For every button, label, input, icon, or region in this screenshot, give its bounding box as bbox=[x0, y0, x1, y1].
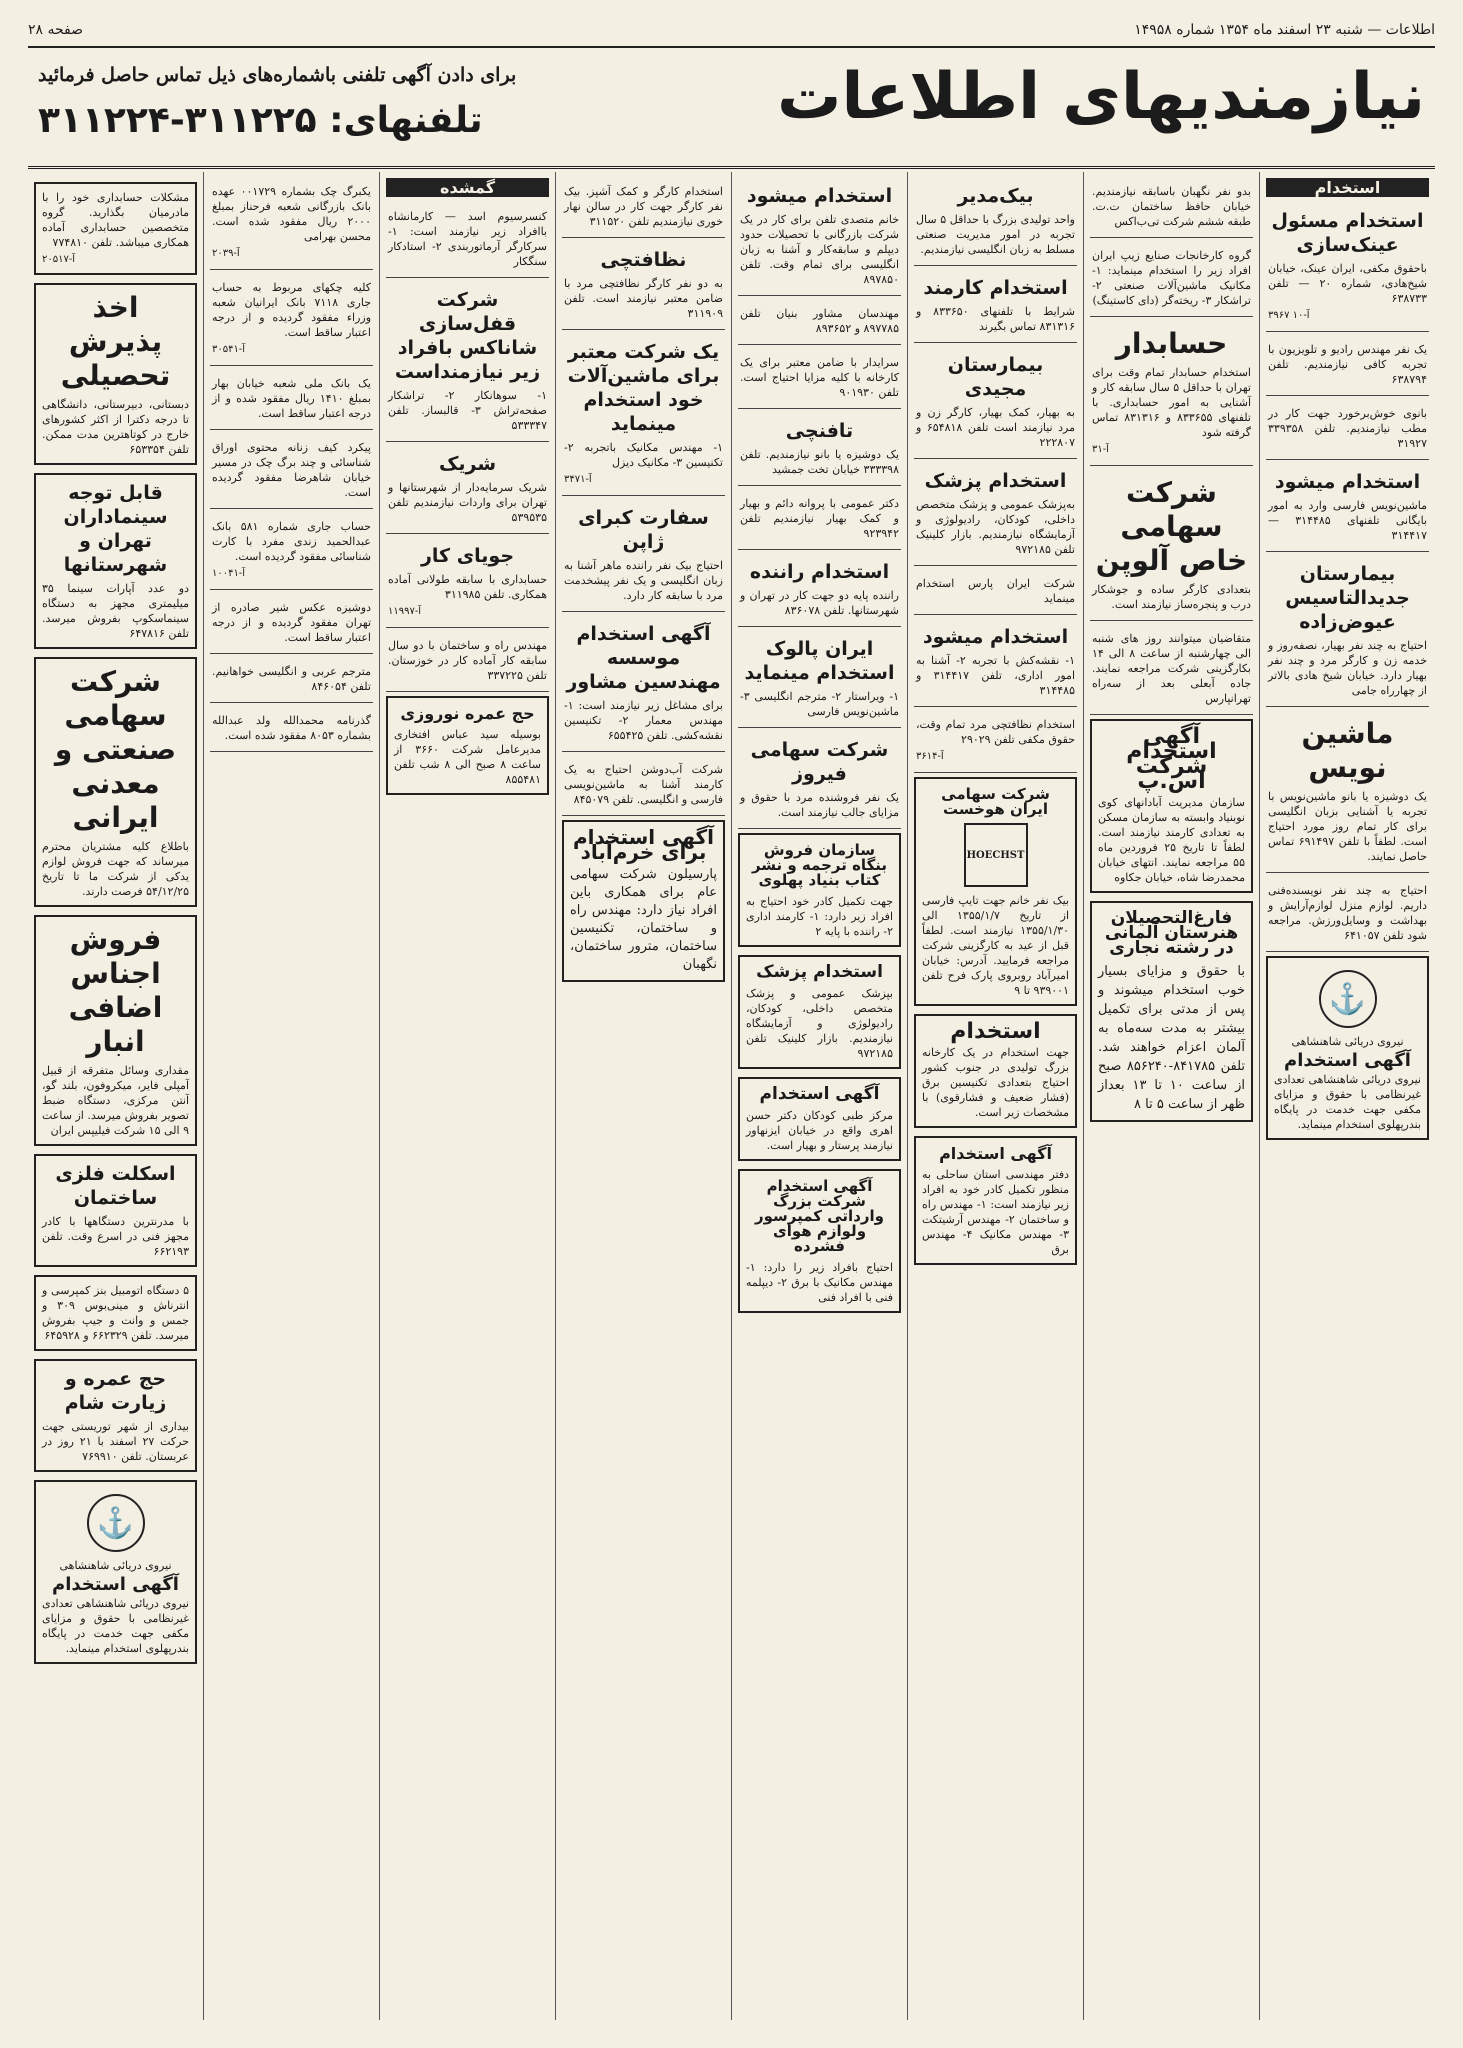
classified-ad bbox=[738, 349, 901, 409]
navy-ad-box-2 bbox=[34, 1480, 197, 1664]
classified-ad bbox=[1266, 203, 1429, 332]
ad-body: ماشین‌نویس فارسی وارد به امور بایگانی تلفنهای ۳۱۴۴۸۵ — ۳۱۴۴۱۷ bbox=[1268, 499, 1427, 542]
classified-ad bbox=[1090, 321, 1253, 466]
navy-ad-body: نیروی دریائی شاهنشاهی تعدادی غیرنظامی با حقوق و مزایای مکفی جهت خدمت در پایگاه بندرپهلوی استخدام مینماید. bbox=[42, 1597, 189, 1655]
masthead bbox=[28, 56, 1435, 169]
ad-title: استخدام میشود bbox=[746, 185, 893, 207]
classified-ad bbox=[210, 594, 373, 654]
classified-ad bbox=[1266, 711, 1429, 873]
classified-ad bbox=[738, 732, 901, 829]
column-3 bbox=[907, 172, 1083, 2020]
classified-ad bbox=[1266, 400, 1429, 460]
navy-ad-body: نیروی دریائی شاهنشاهی تعدادی غیرنظامی با حقوق و مزایای مکفی جهت خدمت در پایگاه بندرپهلوی استخدام مینماید. bbox=[1274, 1073, 1421, 1131]
ad-body: باحقوق مکفی، ایران عینک، خیابان شیخ‌هادی، شماره ۲۰ — تلفن ۶۳۸۷۳۳ bbox=[1268, 262, 1427, 305]
ad-body: واحد تولیدی بزرگ با حداقل ۵ سال تجربه در امور مدیریت صنعتی مسلط به زبان انگلیسی نیازمندیم. bbox=[916, 213, 1075, 256]
german-ad-title: فارغ‌التحصیلان هنرستان آلمانی در رشته نجاری bbox=[1104, 908, 1239, 958]
classified-ad bbox=[738, 490, 901, 550]
ad-body: حسابداری با سابقه طولانی آماده همکاری. تلفن ۳۱۱۹۸۵ bbox=[388, 573, 547, 601]
ad-body: راننده پایه دو جهت کار در تهران و شهرستانها. تلفن ۸۳۶۰۷۸ bbox=[740, 589, 899, 617]
ad-body: پیکرد کیف زنانه محتوی اوراق شناسائی و چند برگ چک در مسیر خیابان شاهرضا مفقود گردیده است. bbox=[212, 441, 371, 499]
khorram-body: پارسیلون شرکت سهامی عام برای همکاری باین افراد نیاز دارد: مهندس راه و ساختمان، تکنیسین ساختمان، مترور ساختمان، نگهبان bbox=[570, 867, 717, 972]
classified-ad bbox=[34, 1154, 197, 1267]
ad-body: مترجم عربی و انگلیسی خواهانیم. تلفن ۸۴۶۰۵۴ bbox=[212, 665, 371, 693]
classified-ad bbox=[210, 274, 373, 366]
ad-body: کلیه چکهای مربوط به حساب جاری ۷۱۱۸ بانک ایرانیان شعبه وزراء مفقود گردیده و از درجه اعتبار ساقط است. bbox=[212, 281, 371, 339]
classified-ad bbox=[738, 554, 901, 627]
ad-title: استخدام میشود bbox=[1274, 471, 1421, 493]
ad-body: باطلاع کلیه مشتریان محترم میرساند که جهت فروش لوازم یدکی از شرکت ما تا تاریخ ۵۴/۱۲/۲۵ فرصت دارند. bbox=[42, 840, 189, 898]
ad-body: یک دوشیزه یا بانو نیازمندیم. تلفن ۳۳۳۳۹۸ خیابان تخت جمشید bbox=[740, 448, 899, 476]
doctor-body: بپزشک عمومی و پزشک متخصص داخلی، کودکان، رادیولوژی و آزمایشگاه نیازمندیم. بازار کلینیک تلفن ۹۷۲۱۸۵ bbox=[746, 987, 893, 1060]
ad-title: سفارت کبرای ژاپن bbox=[578, 507, 709, 553]
ads-grid bbox=[28, 172, 1435, 2020]
classified-ad bbox=[738, 300, 901, 345]
ad-title: یک شرکت معتبر برای ماشین‌آلات خود استخدام مینماید bbox=[567, 341, 720, 435]
navy-ad-box bbox=[1266, 956, 1429, 1140]
ad-body: شرکت آب‌دوشن احتیاج به یک کارمند آشنا به ماشین‌نویسی فارسی و انگلیسی. تلفن ۸۴۵۰۷۹ bbox=[564, 763, 723, 806]
classified-ad bbox=[738, 413, 901, 486]
doctor-title: استخدام پزشک bbox=[756, 962, 883, 982]
ad-code: آ-۳۶۱۴ bbox=[916, 751, 944, 762]
ad-body: یک نفر فروشنده مرد با حقوق و مزایای جالب نیازمند است. bbox=[740, 791, 899, 819]
ad-body: مهندسان مشاور بنیان تلفن ۸۹۷۷۸۵ و ۸۹۳۶۵۲ bbox=[740, 307, 899, 335]
column-2 bbox=[1083, 172, 1259, 2020]
ad-body: حساب جاری شماره ۵۸۱ بانک عبدالحمید زندی مفرد با کارت شناسائی مفقود گردیده است. bbox=[212, 520, 371, 563]
kids-title: آگهی استخدام bbox=[759, 1084, 880, 1104]
ad-body: دبستانی، دبیرستانی، دانشگاهی تا درجه دکترا از اکثر کشورهای خارج در کوتاهترین مدت ممکن. تلفن ۶۵۳۳۵۴ bbox=[42, 398, 189, 456]
ad-body: دکتر عمومی با پروانه دائم و بهیار و کمک بهیار نیازمندیم تلفن ۹۲۳۹۴۲ bbox=[740, 497, 899, 540]
classified-ad bbox=[914, 711, 1077, 773]
classified-ad bbox=[210, 513, 373, 590]
ad-title: شرکت سهامی فیروز bbox=[750, 739, 889, 785]
classified-ad bbox=[34, 1275, 197, 1351]
pahlavi-body: جهت تکمیل کادر خود احتیاج به افراد زیر دارد: ۱- کارمند اداری ۲- راننده با پایه ۲ bbox=[746, 895, 893, 938]
ad-title: شرکت قفل‌سازی شاناکس بافراد زیر نیازمنداست bbox=[394, 289, 541, 383]
ad-code: آ-۲۰۵۱۷ bbox=[42, 254, 76, 265]
ad-body: مهندس راه و ساختمان با دو سال سابقه کار آماده کار در خوزستان. تلفن ۳۳۷۲۲۵ bbox=[388, 639, 547, 682]
hoechst-title: شرکت سهامی ایران هوخست bbox=[941, 785, 1050, 818]
ad-title: حسابدار bbox=[1115, 327, 1228, 360]
khorramabad-ad-box bbox=[562, 820, 725, 982]
classified-ad bbox=[562, 500, 725, 612]
classified-ad bbox=[562, 616, 725, 752]
pahlavi-ad-box bbox=[738, 833, 901, 947]
doctor-ad-box bbox=[738, 955, 901, 1069]
ad-body: ۱- ویراستار ۲- مترجم انگلیسی ۳- ماشین‌نویس فارسی bbox=[740, 690, 899, 718]
german-school-ad-box bbox=[1090, 901, 1253, 1122]
classified-ad bbox=[1090, 625, 1253, 715]
classified-ad bbox=[914, 619, 1077, 707]
classified-ad bbox=[1266, 464, 1429, 552]
ad-title: بیک‌مدیر bbox=[957, 185, 1034, 207]
column-7 bbox=[203, 172, 379, 2020]
ad-body: به‌پزشک عمومی و پزشک متخصص داخلی، کودکان، رادیولوژی و آزمایشگاه نیازمندیم. بازار کلینیک تلفن ۹۷۲۱۸۵ bbox=[916, 498, 1075, 556]
spo-ad-body: سازمان مدیریت آبادانهای کوی نوبنیاد وابسته به سازمان مسکن به تعدادی کارمند نیازمند است. لطفاً تا تاریخ ۲۵ فروردین ماه ۵۵ مراجعه نمایند. انتهای خیابان محمدرضا شاه، خیابان جکاوه bbox=[1098, 796, 1245, 884]
classified-ad bbox=[34, 1359, 197, 1472]
classified-ad bbox=[386, 446, 549, 534]
german-ad-body: با حقوق و مزایای بسیار خوب استخدام میشوند و پس از مدتی برای تکمیل بیشتر به مدت سه‌ماه به آلمان اعزام خواهند شد. تلفن ۸۴۱۷۸۵-۸۵۶۲۴۰ صبح از ساعت ۱۰ تا ۱۳ بعداز ظهر از ساعت ۵ تا ۸ bbox=[1098, 964, 1245, 1112]
ad-code: آ-۳۴۷۱ bbox=[564, 474, 592, 485]
classified-ad bbox=[738, 631, 901, 728]
ad-title: استخدام مسئول عینک‌سازی bbox=[1271, 210, 1424, 256]
engineers-ad-box bbox=[914, 1136, 1077, 1265]
classified-ad bbox=[386, 538, 549, 628]
classified-ad bbox=[562, 756, 725, 816]
classified-ad bbox=[210, 707, 373, 752]
compressor-ad-box bbox=[738, 1169, 901, 1313]
classified-ad bbox=[34, 657, 197, 907]
column-banner: استخدام bbox=[1266, 178, 1429, 197]
ad-body: یک نفر مهندس رادیو و تلویزیون با تجربه کافی نیازمندیم. تلفن ۶۳۸۷۹۴ bbox=[1268, 343, 1427, 386]
ad-body: احتیاج به چند نفر بهیار، نصفه‌روز و خدمه زن و کارگر مرد و چند نفر بهیار دارد. خیابان شیخ هادی بالاتر از چهارراه جامی bbox=[1268, 639, 1427, 697]
ad-body: بتعدادی کارگر ساده و جوشکار درب و پنجره‌ساز نیازمند است. bbox=[1092, 583, 1251, 611]
ad-body: بیداری از شهر توریستی جهت حرکت ۲۷ اسفند با ۲۱ روز در عربستان. تلفن ۷۶۹۹۱۰ bbox=[42, 1420, 189, 1463]
ad-body: ۵ دستگاه اتومبیل بنز کمپرسی و انترناش و مینی‌بوس ۳۰۹ و جمس و وانت و جیپ بفروش میرسد. تلفن ۶۶۲۳۲۹ و ۶۴۵۹۲۸ bbox=[42, 1284, 189, 1342]
classified-ad bbox=[1266, 336, 1429, 396]
classified-ad bbox=[562, 334, 725, 496]
ad-code: آ-۱۱۹۹۷ bbox=[388, 606, 422, 617]
column-8 bbox=[28, 172, 203, 2020]
classified-ad bbox=[34, 182, 197, 275]
column-5 bbox=[555, 172, 731, 2020]
classified-ad bbox=[914, 463, 1077, 566]
classified-ad bbox=[210, 434, 373, 509]
navy-ad-title: آگهی استخدام bbox=[1284, 1050, 1411, 1071]
ad-title: استخدام راننده bbox=[749, 561, 890, 583]
ad-body: احتیاج به چند نفر نویسنده‌فنی داریم. لوازم منزل لوازم‌آرایش و بهداشت و وسایل‌ورزش. مراجعه شود تلفن ۶۴۱۰۵۷ bbox=[1268, 884, 1427, 942]
classified-ad bbox=[386, 203, 549, 278]
ad-code: آ-۳۰۵۴۱ bbox=[212, 344, 246, 355]
ad-body: سرایدار با ضامن معتبر برای یک کارخانه با کلیه مزایا احتیاج است. تلفن ۹۰۱۹۳۰ bbox=[740, 356, 899, 399]
hoechst-logo-icon: HOECHST bbox=[964, 823, 1028, 887]
ad-body: استخدام حسابدار تمام وقت برای تهران با حداقل ۵ سال سابقه کار و آشنایی به امور حسابداری. با تلفنهای ۸۳۳۶۵۵ و ۸۳۱۳۱۶ تماس گرفته شود bbox=[1092, 366, 1251, 439]
ad-body: یک دوشیزه یا بانو ماشین‌نویس با تجربه یا آشنایی بزبان انگلیسی برای کار تمام روز مورد احتیاج است. لطفاً با تلفن ۶۹۱۴۹۷ تماس حاصل نمایند. bbox=[1268, 790, 1427, 863]
estekhdam-body: جهت استخدام در یک کارخانه بزرگ تولیدی در جنوب کشور احتیاج بتعدادی تکنیسین برق (فشار ضعیف و فشارقوی) با مشخصات زیر است. bbox=[922, 1046, 1069, 1119]
navy-emblem-icon: ⚓ bbox=[87, 1494, 145, 1552]
column-6 bbox=[379, 172, 555, 2020]
classified-ad bbox=[914, 178, 1077, 266]
classified-ad bbox=[34, 283, 197, 465]
ad-body: گذرنامه محمدالله ولد عبدالله بشماره ۸۰۵۳ مفقود شده است. bbox=[212, 714, 371, 742]
ad-body: کنسرسیوم اسد — کارمانشاه باافراد زیر نیازمند است: ۱- سرکارگر آرماتوربندی ۲- استادکار سنگکار bbox=[388, 210, 547, 268]
classified-ad bbox=[914, 570, 1077, 615]
ad-title: فروش اجناس اضافی انبار bbox=[68, 923, 163, 1058]
classified-ad bbox=[562, 178, 725, 238]
page-header-line bbox=[28, 22, 1435, 48]
classified-ad bbox=[210, 370, 373, 430]
ad-body: متقاضیان میتوانند روز های شنبه الی چهارشنبه از ساعت ۸ الی ۱۴ بکارگزینی شرکت مراجعه نمایند. جاده آبعلی بعد از سه‌راه تهرانپارس bbox=[1092, 632, 1251, 705]
ad-title: قابل توجه سینماداران تهران و شهرستانها bbox=[63, 482, 168, 576]
compressor-title: آگهی استخدام شرکت بزرگ وارداتی کمپرسور ولوازم هوای فشرده bbox=[755, 1177, 884, 1255]
ad-body: به بهیار، کمک بهیار، کارگر زن و مرد نیازمند است تلفن ۶۵۴۸۱۸ و ۲۲۲۸۰۷ bbox=[916, 406, 1076, 449]
ad-title: بیمارستان جدیدالتاسیس عیوض‌زاده bbox=[1285, 563, 1410, 633]
call-note: برای دادن آگهی تلفنی باشماره‌های ذیل تماس حاصل فرمائید bbox=[38, 64, 517, 86]
ad-body: احتیاج بیک نفر راننده ماهر آشنا به زبان انگلیسی و یک نفر پیشخدمت مرد با سابقه کار دارد. bbox=[564, 559, 723, 602]
ad-body: شرکت ایران پارس استخدام مینماید bbox=[916, 577, 1075, 605]
estekhdam-title: استخدام bbox=[950, 1019, 1041, 1044]
ad-title: شریک bbox=[438, 453, 497, 475]
classified-ad bbox=[914, 347, 1077, 459]
classified-ad bbox=[210, 178, 373, 270]
classified-ad bbox=[34, 915, 197, 1146]
ad-title: آگهی استخدام موسسه مهندسین مشاور bbox=[566, 623, 721, 693]
hoechst-body: بیک نفر خانم جهت تایپ فارسی از تاریخ ۱۳۵۵/۱/۷ الی ۱۳۵۵/۱/۳۰ نیازمند است. لطفاً قبل از عید به کارگزینی شرکت مراجعه فرمایید. آدرس: خیابان امیرآباد روبروی پارک فرح تلفن ۹۳۹۰۰۱ تا ۹ bbox=[922, 894, 1070, 997]
hajj-title: حج عمره نوروزی bbox=[400, 704, 535, 723]
ad-body: دوشیزه عکس شیر صادره از تهران مفقود گردیده و از درجه اعتبار ساقط است. bbox=[212, 601, 371, 644]
ad-title: استخدام پزشک bbox=[924, 470, 1067, 492]
section-title: نیازمندیهای اطلاعات bbox=[777, 60, 1425, 134]
ad-body: با مدرنترین دستگاهها با کادر مجهز فنی در اسرع وقت. تلفن ۶۶۲۱۹۳ bbox=[42, 1215, 189, 1258]
classified-ad bbox=[34, 473, 197, 649]
ad-title: حج عمره و زیارت شام bbox=[64, 1368, 167, 1414]
ad-code: آ-۲۰۳۹ bbox=[212, 248, 240, 259]
page-label: صفحه ۲۸ bbox=[28, 22, 84, 38]
classified-ad bbox=[1090, 242, 1253, 317]
navy-emblem-caption: نیروی دریائی شاهنشاهی bbox=[59, 1559, 172, 1572]
ad-title: ماشین نویس bbox=[1301, 717, 1394, 784]
ad-body: برای مشاغل زیر نیازمند است: ۱- مهندس معمار ۲- تکنیسین نقشه‌کشی. تلفن ۶۵۵۴۲۵ bbox=[564, 699, 723, 742]
classified-ad bbox=[210, 658, 373, 703]
column-4 bbox=[731, 172, 907, 2020]
ad-body: خانم متصدی تلفن برای کار در یک شرکت بازرگانی با تحصیلات حدود دیپلم و سابقه‌کار و آشنا به زبان انگلیسی برای تمام وقت. تلفن ۸۹۷۸۵۰ bbox=[740, 213, 899, 286]
ad-body: استخدام نظافتچی مرد تمام وقت، حقوق مکفی تلفن ۲۹۰۲۹ bbox=[916, 718, 1075, 746]
ad-body: شریک سرمایه‌دار از شهرستانها و تهران برای واردات نیازمندیم تلفن ۵۳۹۵۳۵ bbox=[388, 481, 547, 524]
navy-ad-title: آگهی استخدام bbox=[52, 1574, 179, 1595]
compressor-body: احتیاج بافراد زیر را دارد: ۱- مهندس مکانیک با برق ۲- دیپلمه فنی با افراد فنی bbox=[746, 1261, 893, 1304]
classified-ad bbox=[1266, 556, 1429, 707]
navy-emblem-icon: ⚓ bbox=[1319, 970, 1377, 1028]
column-1 bbox=[1259, 172, 1435, 2020]
issue-line: اطلاعات — شنبه ۲۳ اسفند ماه ۱۳۵۴ شماره ۱۴۹۵۸ bbox=[1134, 22, 1435, 38]
ad-title: نظافتچی bbox=[600, 249, 687, 271]
ad-title: شرکت سهامی صنعتی و معدنی ایرانی bbox=[54, 665, 177, 834]
ad-title: جویای کار bbox=[420, 545, 515, 567]
classified-ad bbox=[1266, 877, 1429, 952]
engineers-body: دفتر مهندسی استان ساحلی به منظور تکمیل کادر خود به افراد زیر نیازمند است: ۱- مهندس راه و ساختمان ۲- مهندس آرشیتکت ۳- مهندس مکانیک ۴- مهندس برق bbox=[922, 1168, 1070, 1256]
classified-ad bbox=[562, 242, 725, 330]
ad-body: به دو نفر کارگر نظافتچی مرد با ضامن معتبر نیازمند است. تلفن ۳۱۱۹۰۹ bbox=[564, 277, 723, 320]
estekhdam-ad-box bbox=[914, 1014, 1077, 1128]
column-banner: گمشده bbox=[386, 178, 549, 197]
ad-title: بیمارستان مجیدی bbox=[947, 354, 1044, 400]
ad-body: دو عدد آپارات سینما ۳۵ میلیمتری مجهز به دستگاه سینماسکوپ بفروش میرسد. تلفن ۶۴۷۸۱۶ bbox=[42, 582, 189, 640]
pahlavi-title: سازمان فروش بنگاه ترجمه و نشر کتاب بنیاد پهلوی bbox=[751, 841, 888, 889]
kids-body: مرکز طبی کودکان دکتر حسن اهری واقع در خیابان ایزنهاور نیازمند پرستار و بهیار است. bbox=[746, 1109, 893, 1152]
ad-body: مقداری وسائل متفرقه از قبیل آمپلی فایر، میکروفون، بلند گو، آنتن مرکزی، دستگاه ضبط تصویر بفروش میرسد. از ساعت ۹ الی ۱۵ شرکت فیلیپس ایران bbox=[42, 1064, 189, 1137]
classified-ad bbox=[738, 178, 901, 296]
ad-body: گروه کارخانجات صنایع زیپ ایران افراد زیر را استخدام مینماید: ۱- مکانیک ماشین‌آلات صنعتی ۲- تراشکار ۳- ریخته‌گر (دای کاستینگ) bbox=[1092, 249, 1251, 307]
ad-code: آ-۱۰ ۳۹۶۷ bbox=[1268, 310, 1310, 321]
classified-ad bbox=[914, 270, 1077, 343]
hajj-body: بوسیله سید عباس افتخاری مدیرعامل شرکت ۳۶۶۰ از ساعت ۸ صبح الی ۸ شب تلفن ۸۵۵۴۸۱ bbox=[394, 728, 542, 786]
ad-body: بدو نفر نگهبان باسابقه نیازمندیم. خیابان حافظ ساختمان ت.ت. طبقه ششم شرکت تی‌ب‌اکس bbox=[1092, 185, 1251, 228]
ad-title: اخذ پذیرش تحصیلی bbox=[60, 291, 171, 392]
kids-center-ad-box bbox=[738, 1077, 901, 1161]
ad-title: اسکلت فلزی ساختمان bbox=[55, 1163, 176, 1209]
hoechst-ad-box bbox=[914, 777, 1077, 1006]
khorram-title: آگهی استخدام برای خرم‌آباد bbox=[572, 825, 715, 864]
ad-body: شرایط با تلفنهای ۸۳۳۶۵۰ و ۸۳۱۳۱۶ تماس بگیرند bbox=[916, 305, 1075, 333]
ad-body: یکبرگ چک بشماره ۰۰۱۷۲۹ عهده بانک بازرگانی شعبه فرحناز بمبلغ ۲۰۰۰ ریال مفقود شده است. محسن بهرامی bbox=[212, 185, 371, 243]
spo-ad-box bbox=[1090, 719, 1253, 893]
ad-body: بانوی خوش‌برخورد جهت کار در مطب نیازمندیم. تلفن ۳۳۹۳۵۸ ۳۱۹۲۷ bbox=[1268, 407, 1427, 450]
ad-code: آ-۱۰۰۴۱ bbox=[212, 568, 246, 579]
ad-body: یک بانک ملی شعبه خیابان بهار بمبلغ ۱۴۱۰ ریال مفقود شده و از درجه اعتبار ساقط است. bbox=[212, 377, 371, 420]
navy-emblem-caption: نیروی دریائی شاهنشاهی bbox=[1291, 1035, 1404, 1048]
ad-title: شرکت سهامی خاص آلوپن bbox=[1095, 476, 1248, 577]
ad-body: ۱- مهندس مکانیک باتجربه ۲- تکنیسین ۳- مکانیک دیزل bbox=[564, 441, 723, 469]
ad-code: آ-۳۱ bbox=[1092, 444, 1109, 455]
engineers-title: آگهی استخدام bbox=[939, 1144, 1052, 1163]
ad-title: استخدام کارمند bbox=[923, 277, 1068, 299]
classified-ad bbox=[386, 282, 549, 442]
classified-ad bbox=[1090, 470, 1253, 621]
ad-body: ۱- نقشه‌کش با تجربه ۲- آشنا به امور اداری، تلفن ۳۱۴۴۱۷ و ۳۱۴۴۸۵ bbox=[916, 654, 1075, 697]
spo-ad-title: آگهی استخدام شرکت اس.پ bbox=[1126, 724, 1217, 794]
ad-body: استخدام کارگر و کمک آشپز. بیک نفر کارگر جهت کار در سالن نهار خوری نیازمندیم تلفن ۳۱۱۵۲۰ bbox=[564, 185, 723, 228]
phone-numbers: تلفنهای: ۳۱۱۲۲۵-۳۱۱۲۲۴ bbox=[38, 100, 483, 141]
ad-body: مشکلات حسابداری خود را با مادرمیان بگذارید. گروه متخصصین حسابداری آماده همکاری میباشد. تلفن ۷۷۴۸۱۰ bbox=[42, 191, 189, 249]
classified-ad bbox=[386, 632, 549, 692]
hajj-ad-box bbox=[386, 696, 549, 795]
ad-title: تافنچی bbox=[785, 420, 854, 442]
ad-title: استخدام میشود bbox=[922, 626, 1069, 648]
ad-body: ۱- سوهانکار ۲- تراشکار صفحه‌تراش ۳- قالبساز. تلفن ۵۳۳۳۴۷ bbox=[388, 389, 548, 432]
ad-title: ایران پالوک استخدام مینماید bbox=[744, 638, 895, 684]
classified-ad bbox=[1090, 178, 1253, 238]
